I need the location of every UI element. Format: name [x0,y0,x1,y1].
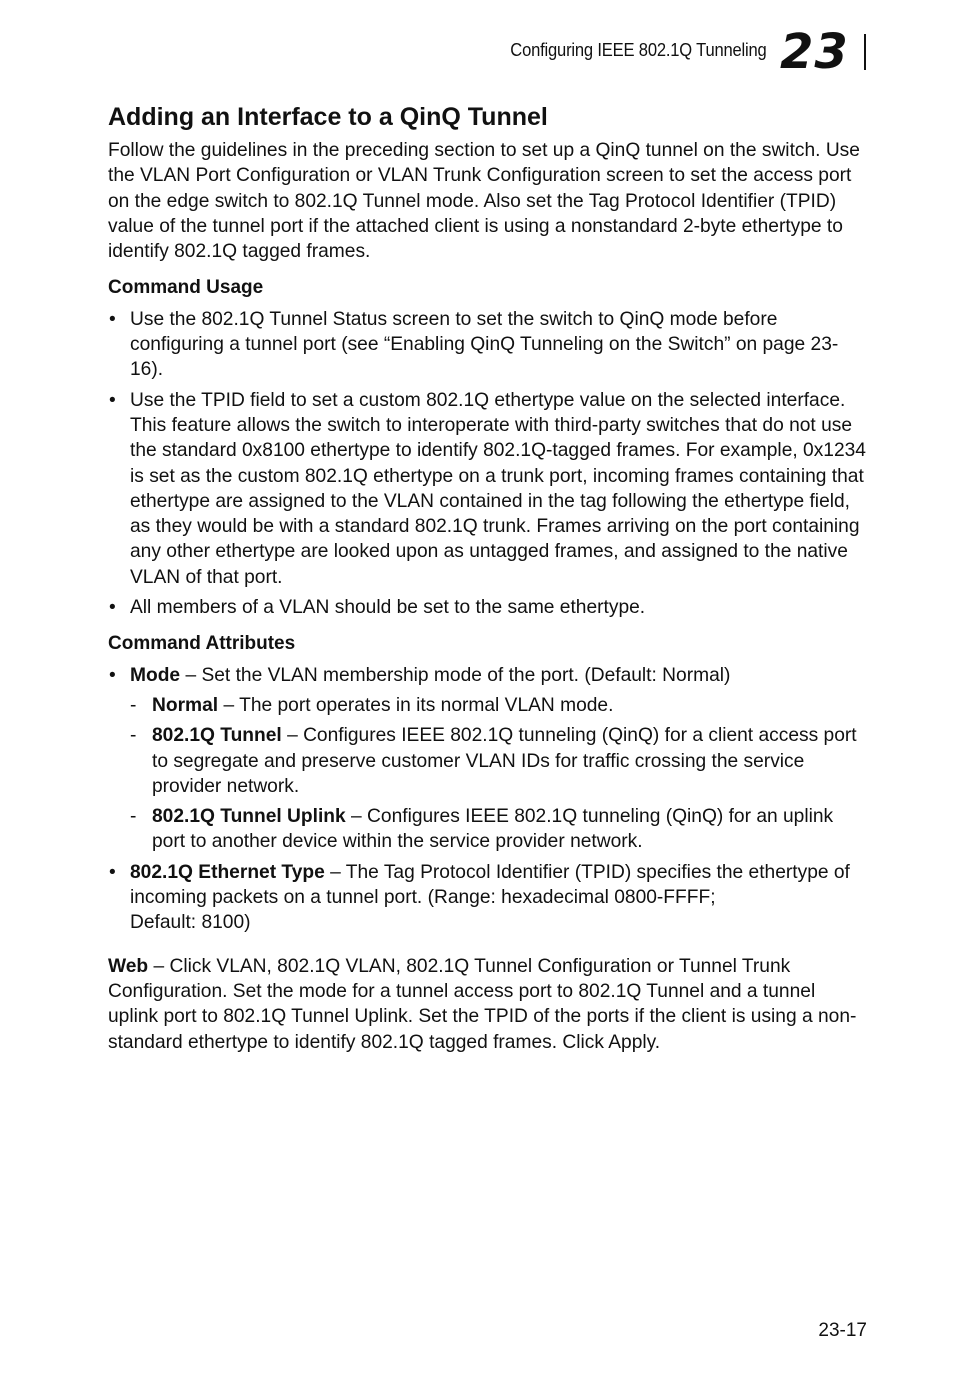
option-term: Normal [152,694,219,716]
bullet-marker: • [109,861,116,883]
attribute-description: – Set the VLAN membership mode of the port. (Default: Normal) [180,664,731,686]
option-description: – Configures IEEE 802.1Q tunneling (QinQ) for a client access port to segregate and preserve customer VLAN IDs for traffic crossing the service provider network. [152,725,857,797]
page-body [108,100,868,1055]
attribute-term: Mode [130,664,181,686]
list-item [108,595,868,620]
list-item [108,307,868,383]
page-number: 23-17 [818,1320,867,1341]
option-description: – The port operates in its normal VLAN mode. [218,694,614,716]
intro-paragraph: Follow the guidelines in the preceding section to set up a QinQ tunnel on the switch. Use the VLAN Port Configuration or VLAN Trunk Configuration screen to set the access port on the edge switch to 802.1Q Tunnel mode. Also set the Tag Protocol Identifier (TPID) value of the tunnel port if the attached client is using a nonstandard 2-byte ethertype to identify 802.1Q tagged frames. [108,140,860,263]
bullet-marker: • [109,597,116,619]
chapter-number: 23 [780,24,849,80]
section-heading: Adding an Interface to a QinQ Tunnel [108,103,548,131]
list-item-text: Use the 802.1Q Tunnel Status screen to set the switch to QinQ mode before configuring a tunnel port (see “Enabling QinQ Tunneling on the Switch” on page 23-16). [130,308,839,381]
option-term: 802.1Q Tunnel [152,725,282,747]
option-description: – Configures IEEE 802.1Q tunneling (QinQ) for an uplink port to another device within the service provider network. [152,806,834,853]
web-instructions [108,954,868,1055]
list-item-text: Use the TPID field to set a custom 802.1Q ethertype value on the selected interface. This feature allows the switch to interoperate with third-party switches that do not use the standard 0x8100 ethertype to identify 802.1Q-tagged frames. For example, 0x1234 is set as the custom 802.1Q ethertype on a trunk port, incoming frames containing that ethertype are assigned to the VLAN contained in the tag following the ethertype field, as they would be with a standard 802.1Q trunk. Frames arriving on the port containing any other ethertype are looked upon as untagged frames, and assigned to the native VLAN of that port. [130,389,866,588]
attribute-description: – The Tag Protocol Identifier (TPID) specifies the ethertype of incoming packets on a tunnel port. (Range: hexadecimal 0800-FFFF; [130,861,850,909]
dash-marker: - [130,725,137,747]
list-item [108,663,868,855]
mode-options-list [130,693,868,855]
command-usage-heading: Command Usage [108,277,264,299]
sub-list-item [130,693,868,718]
bullet-marker: • [109,308,116,330]
chapter-divider [864,34,866,70]
list-item-text: All members of a VLAN should be set to the same ethertype. [130,597,646,619]
dash-marker: - [130,694,137,716]
running-header: Configuring IEEE 802.1Q Tunneling [510,40,767,60]
web-term: Web [108,955,149,977]
bullet-marker: • [109,664,116,686]
sub-list-item [130,804,868,855]
dash-marker: - [130,806,137,828]
attribute-term: 802.1Q Ethernet Type [130,861,325,883]
command-usage-list [108,307,868,621]
attribute-default: Default: 8100) [130,912,251,934]
list-item [108,860,868,936]
option-term: 802.1Q Tunnel Uplink [152,806,346,828]
web-description: – Click VLAN, 802.1Q VLAN, 802.1Q Tunnel Configuration or Tunnel Trunk Configuration. Set the mode for a tunnel access port to 802.1Q Tunnel and a tunnel uplink port to 802.1Q Tunnel Uplink. Set the TPID of the ports if the client is using a non-standard ethertype to identify 802.1Q tagged frames. Click Apply. [108,955,857,1053]
command-attributes-list [108,663,868,936]
command-attributes-heading: Command Attributes [108,633,296,655]
list-item [108,388,868,590]
sub-list-item [130,723,868,799]
bullet-marker: • [109,389,116,411]
